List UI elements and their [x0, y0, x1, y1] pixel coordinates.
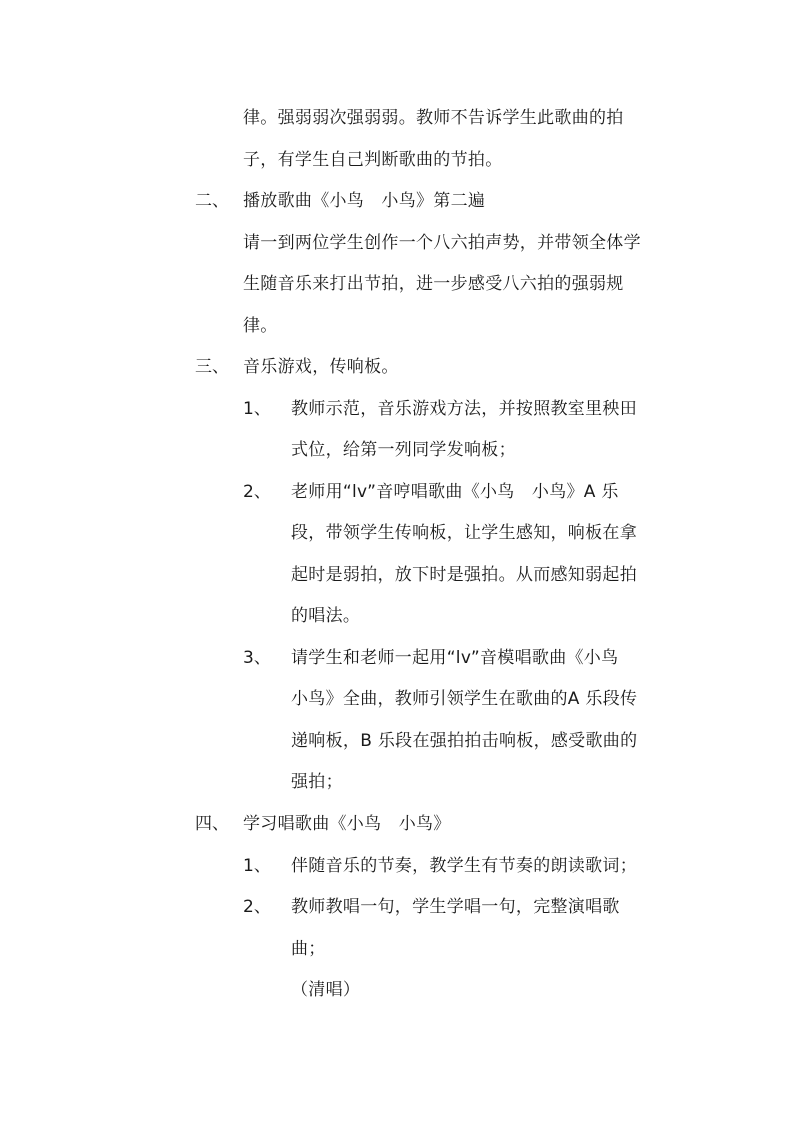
text-line: 子，有学生自己判断歌曲的节拍。 [243, 150, 503, 170]
text-line: 请一到两位学生创作一个八六拍声势，并带领全体学 [243, 233, 641, 253]
text-line: 曲； [291, 939, 326, 959]
text-line: 式位，给第一列同学发响板； [291, 440, 516, 460]
text-line: 段，带领学生传响板，让学生感知，响板在拿 [291, 523, 637, 543]
text-line: 强拍； [291, 772, 343, 792]
text-line: 生随音乐来打出节拍，进一步感受八六拍的强弱规 [243, 274, 624, 294]
text-line: 递响板，B 乐段在强拍拍击响板，感受歌曲的 [291, 731, 638, 751]
text-line: 律。强弱弱次强弱弱。教师不告诉学生此歌曲的拍 [243, 108, 624, 128]
section-heading-4: 学习唱歌曲《小鸟 小鸟》 [243, 814, 451, 834]
text-line: 律。 [243, 316, 278, 336]
text-line: 老师用“lv”音哼唱歌曲《小鸟 小鸟》A 乐 [291, 482, 619, 502]
text-line: 教师教唱一句，学生学唱一句，完整演唱歌 [291, 897, 620, 917]
item-marker-1: 1、 [243, 399, 271, 419]
text-line: 伴随音乐的节奏，教学生有节奏的朗读歌词； [291, 856, 637, 876]
item-marker-2: 2、 [243, 482, 271, 502]
text-line: 教师示范，音乐游戏方法，并按照教室里秧田 [291, 399, 637, 419]
item-marker-2b: 2、 [243, 897, 271, 917]
text-line: 起时是弱拍，放下时是强拍。从而感知弱起拍 [291, 565, 637, 585]
section-heading-2: 播放歌曲《小鸟 小鸟》第二遍 [243, 191, 486, 211]
text-line: 小鸟》全曲，教师引领学生在歌曲的A 乐段传 [291, 689, 638, 709]
section-heading-3: 音乐游戏，传响板。 [243, 357, 399, 377]
item-marker-3: 3、 [243, 648, 271, 668]
section-marker-2: 二、 [195, 191, 229, 211]
text-line: 的唱法。 [291, 606, 361, 626]
text-line: （清唱） [291, 980, 361, 1000]
item-marker-1b: 1、 [243, 856, 271, 876]
text-line: 请学生和老师一起用“lv”音模唱歌曲《小鸟 [291, 648, 619, 668]
section-marker-3: 三、 [195, 357, 229, 377]
section-marker-4: 四、 [195, 814, 229, 834]
